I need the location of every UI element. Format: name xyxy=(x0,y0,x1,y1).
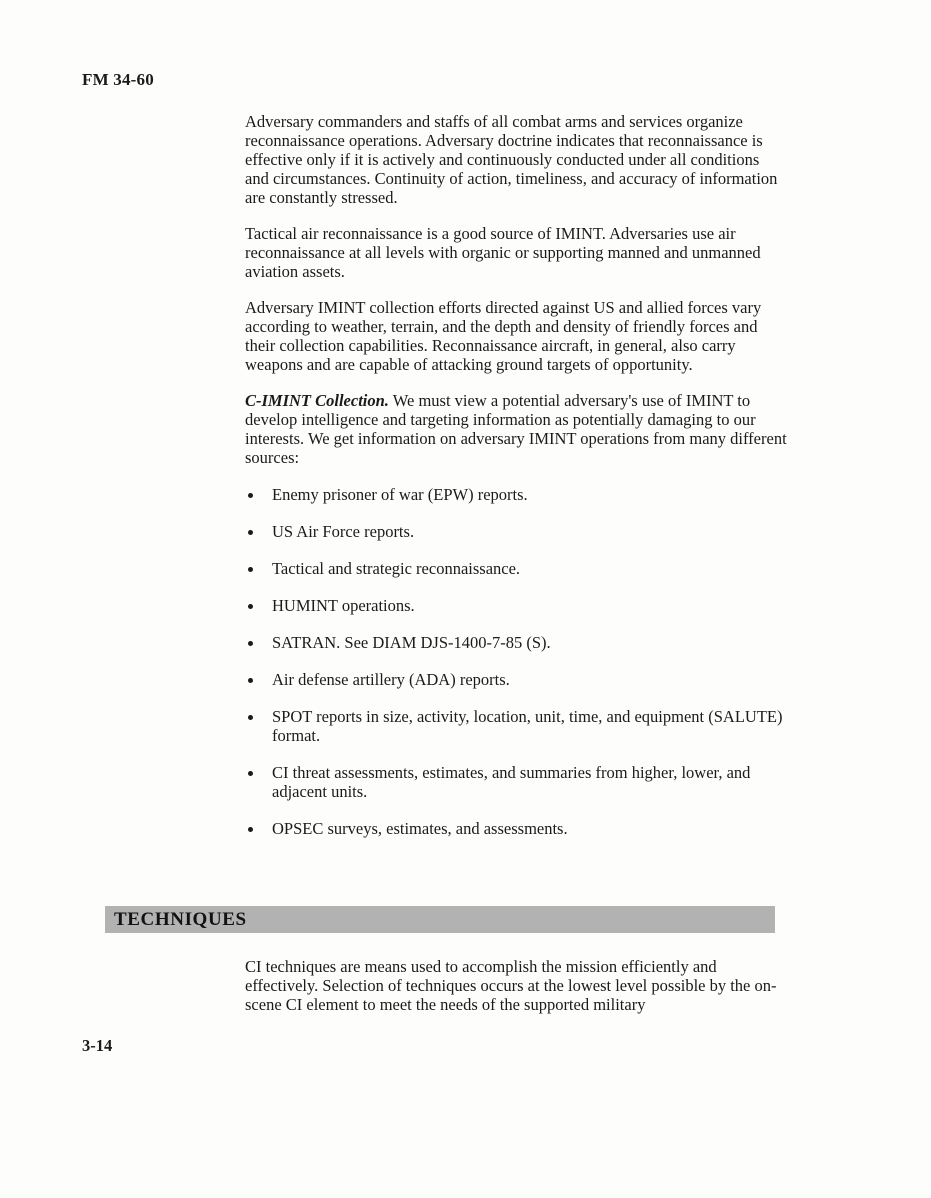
bullet-text: CI threat assessments, estimates, and summaries from higher, lower, and adjacent units. xyxy=(272,763,751,801)
bullet-icon xyxy=(248,678,253,683)
bullet-icon xyxy=(248,493,253,498)
page-footer: 3-14 xyxy=(82,1036,113,1055)
bullet-list xyxy=(245,485,787,838)
section-title: TECHNIQUES xyxy=(114,908,247,930)
bullet-icon xyxy=(248,604,253,609)
bullet-icon xyxy=(248,567,253,572)
bullet-icon xyxy=(248,827,253,832)
section-header-techniques xyxy=(105,906,775,933)
bullet-icon xyxy=(248,715,253,720)
paragraph: Tactical air reconnaissance is a good source of IMINT. Adversaries use air reconnaissance at all levels with organic or supporting manned and unmanned aviation assets. xyxy=(245,224,761,281)
paragraph-cimint xyxy=(245,391,787,467)
paragraph: Adversary IMINT collection efforts directed against US and allied forces vary according to weather, terrain, and the depth and density of friendly forces and their collection capabilities. Reconnaissance aircraft, in general, also carry weapons and are capable of attacking ground targets of opportunity. xyxy=(245,298,762,374)
list-item xyxy=(245,522,787,541)
list-item xyxy=(245,763,787,801)
bullet-text: Enemy prisoner of war (EPW) reports. xyxy=(272,485,528,504)
body-column xyxy=(245,112,787,856)
bullet-icon xyxy=(248,771,253,776)
bullet-text: SATRAN. See DIAM DJS-1400-7-85 (S). xyxy=(272,633,551,652)
bullet-text: OPSEC surveys, estimates, and assessments. xyxy=(272,819,568,838)
bullet-icon xyxy=(248,530,253,535)
list-item xyxy=(245,559,787,578)
closing-paragraph: CI techniques are means used to accomplish the mission efficiently and effectively. Selection of techniques occurs at the lowest level possible by the on-scene CI element to meet the needs of the supported military xyxy=(245,957,777,1014)
list-item xyxy=(245,596,787,615)
list-item xyxy=(245,633,787,652)
bullet-text: SPOT reports in size, activity, location, unit, time, and equipment (SALUTE) format. xyxy=(272,707,783,745)
bullet-text: Air defense artillery (ADA) reports. xyxy=(272,670,510,689)
bullet-text: Tactical and strategic reconnaissance. xyxy=(272,559,521,578)
paragraph: Adversary commanders and staffs of all combat arms and services organize reconnaissance operations. Adversary doctrine indicates that reconnaissance is effective only if it is actively and continuously conducted under all conditions and circumstances. Continuity of action, timeliness, and accuracy of information are constantly stressed. xyxy=(245,112,778,207)
cimint-lead-label: C-IMINT Collection. xyxy=(245,391,389,410)
list-item xyxy=(245,819,787,838)
bullet-icon xyxy=(248,641,253,646)
list-item xyxy=(245,670,787,689)
bullet-text: HUMINT operations. xyxy=(272,596,415,615)
page-header: FM 34-60 xyxy=(82,70,154,89)
list-item xyxy=(245,707,787,745)
bullet-text: US Air Force reports. xyxy=(272,522,415,541)
list-item xyxy=(245,485,787,504)
cimint-body-text: We must view a potential adversary's use of IMINT to develop intelligence and targeting information as potentially damaging to our interests. We get information on adversary IMINT operations from many different sources: xyxy=(245,391,787,467)
